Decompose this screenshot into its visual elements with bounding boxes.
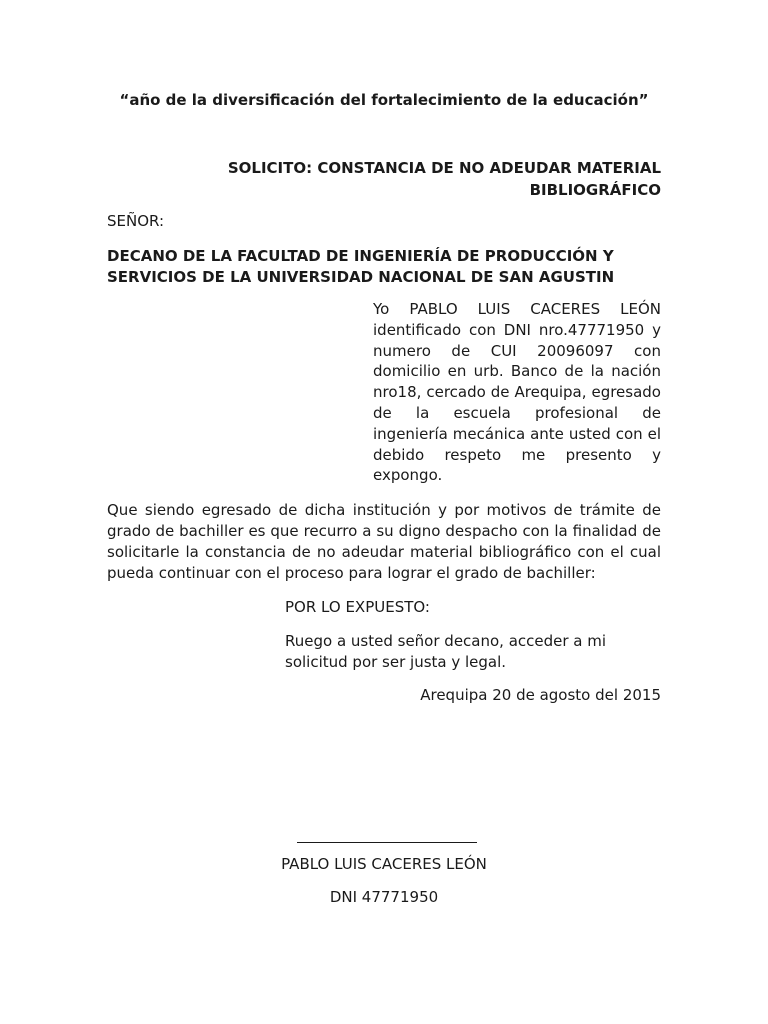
subject-line [181,157,661,201]
introduction-paragraph: Yo PABLO LUIS CACERES LEÓN identificado con DNI nro.47771950 y numero de CUI 20096097 con domicilio en urb. Banco de la nación nro18, cercado de Arequipa, egresado de la escuela profesional de ingeniería mecánica ante usted con el debido respeto me presento y expongo. [373,300,661,485]
salutation: SEÑOR: [107,212,165,230]
signature-dni: DNI 47771950 [329,888,439,906]
signature-name: PABLO LUIS CACERES LEÓN [281,855,487,873]
document-motto: “año de la diversificación del fortalecimiento de la educación” [119,91,649,109]
place-date: Arequipa 20 de agosto del 2015 [420,686,661,704]
signature-line [297,842,477,843]
addressee: DECANO DE LA FACULTAD DE INGENIERÍA DE PRODUCCIÓN Y SERVICIOS DE LA UNIVERSIDAD NACIONAL DE SAN AGUSTIN [107,247,615,286]
closing-heading: POR LO EXPUESTO: [285,598,430,616]
subject-line-2: BIBLIOGRÁFICO [529,181,661,199]
subject-line-1: SOLICITO: CONSTANCIA DE NO ADEUDAR MATERIAL [227,159,661,177]
closing-request: Ruego a usted señor decano, acceder a mi solicitud por ser justa y legal. [285,632,607,671]
body-paragraph: Que siendo egresado de dicha institución y por motivos de trámite de grado de bachiller es que recurro a su digno despacho con la finalidad de solicitarle la constancia de no adeudar material bibliográfico con el cual pueda continuar con el proceso para lograr el grado de bachiller: [107,501,661,582]
